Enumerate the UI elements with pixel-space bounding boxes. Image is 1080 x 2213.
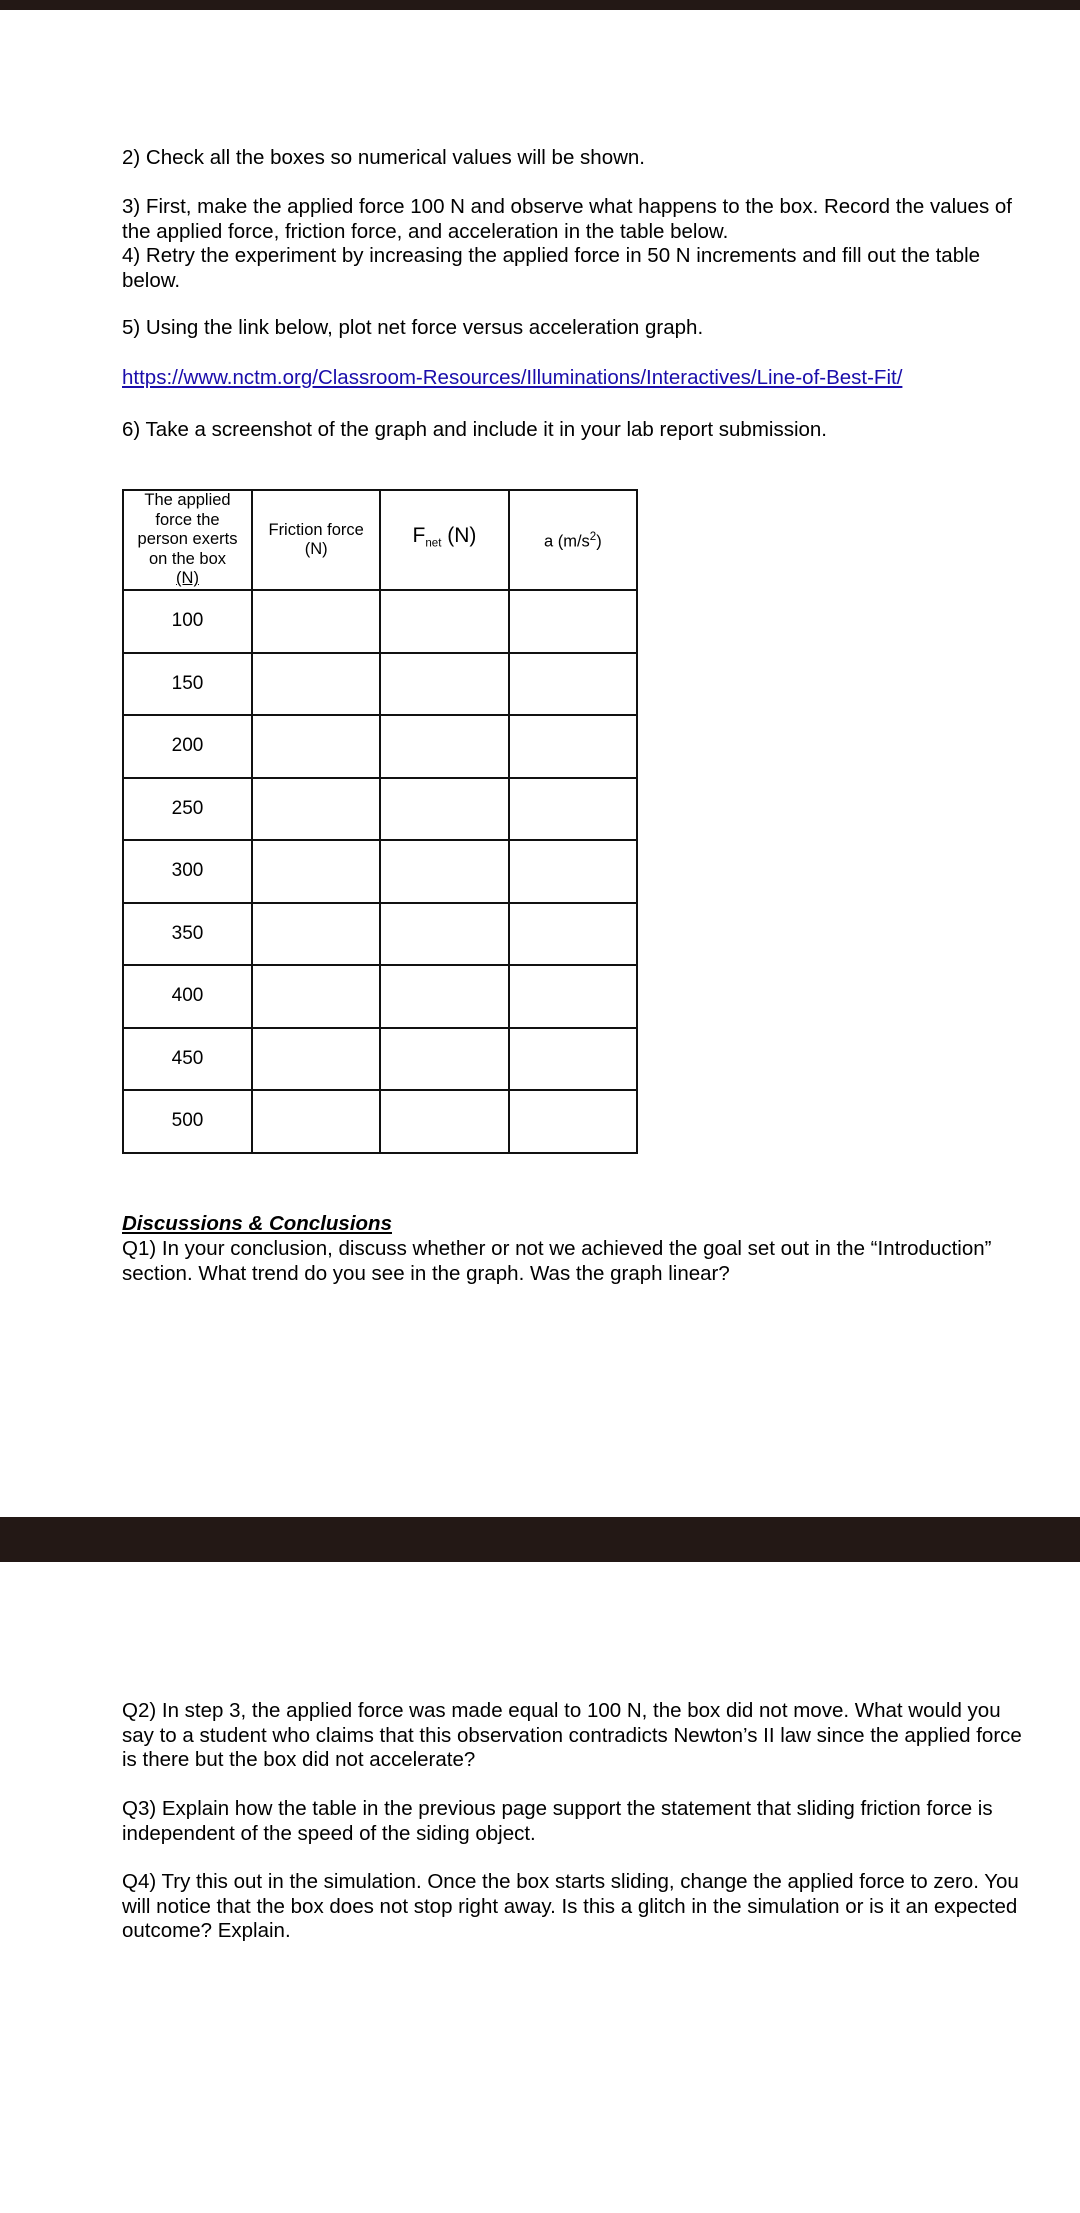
friction-cell[interactable] xyxy=(252,1028,380,1091)
friction-cell[interactable] xyxy=(252,778,380,841)
header-accel-exponent: 2 xyxy=(589,531,597,543)
applied-force-cell: 150 xyxy=(123,653,252,716)
fnet-cell[interactable] xyxy=(380,903,508,966)
header-applied-force-unit: (N) xyxy=(176,569,199,588)
header-friction-label: Friction force (N) xyxy=(268,520,364,558)
applied-force-cell: 250 xyxy=(123,778,252,841)
table-row xyxy=(123,965,637,1028)
acceleration-cell[interactable] xyxy=(509,778,637,841)
table-header-row xyxy=(123,490,637,590)
acceleration-cell[interactable] xyxy=(509,1090,637,1153)
header-accel-label: a (m/s xyxy=(543,532,590,551)
friction-cell[interactable] xyxy=(252,715,380,778)
applied-force-cell: 200 xyxy=(123,715,252,778)
applied-force-cell: 500 xyxy=(123,1090,252,1153)
header-accel-close: ) xyxy=(596,532,602,551)
table-row xyxy=(123,840,637,903)
applied-force-cell: 350 xyxy=(123,903,252,966)
step-3-text: 3) First, make the applied force 100 N and observe what happens to the box. Record the values of the applied force, friction force, and acceleration in the table below. xyxy=(122,195,1012,243)
fnet-cell[interactable] xyxy=(380,715,508,778)
friction-cell[interactable] xyxy=(252,1090,380,1153)
step-6-text: 6) Take a screenshot of the graph and include it in your lab report submission. xyxy=(122,418,827,441)
fnet-cell[interactable] xyxy=(380,1090,508,1153)
data-table xyxy=(122,489,638,1154)
header-friction-force xyxy=(252,490,380,590)
header-fnet-symbol: F xyxy=(412,524,426,548)
table-row xyxy=(123,778,637,841)
applied-force-cell: 300 xyxy=(123,840,252,903)
table-row xyxy=(123,1028,637,1091)
acceleration-cell[interactable] xyxy=(509,903,637,966)
acceleration-cell[interactable] xyxy=(509,840,637,903)
table-row xyxy=(123,653,637,716)
acceleration-cell[interactable] xyxy=(509,590,637,653)
friction-cell[interactable] xyxy=(252,590,380,653)
applied-force-cell: 100 xyxy=(123,590,252,653)
acceleration-cell[interactable] xyxy=(509,965,637,1028)
table-row xyxy=(123,1090,637,1153)
acceleration-cell[interactable] xyxy=(509,653,637,716)
question-q3: Q3) Explain how the table in the previous page support the statement that sliding friction force is independent of the speed of the siding object. xyxy=(122,1797,993,1845)
friction-cell[interactable] xyxy=(252,653,380,716)
header-fnet-subscript: net xyxy=(425,537,442,550)
friction-cell[interactable] xyxy=(252,840,380,903)
table-row xyxy=(123,903,637,966)
applied-force-cell: 400 xyxy=(123,965,252,1028)
header-applied-force xyxy=(123,490,252,590)
discussion-heading: Discussions & Conclusions xyxy=(122,1212,392,1235)
fnet-cell[interactable] xyxy=(380,840,508,903)
fnet-cell[interactable] xyxy=(380,1028,508,1091)
top-page-edge xyxy=(0,0,1080,10)
fnet-cell[interactable] xyxy=(380,653,508,716)
fnet-cell[interactable] xyxy=(380,965,508,1028)
friction-cell[interactable] xyxy=(252,965,380,1028)
applied-force-cell: 450 xyxy=(123,1028,252,1091)
acceleration-cell[interactable] xyxy=(509,1028,637,1091)
header-fnet xyxy=(380,490,508,590)
page-break-bar xyxy=(0,1517,1080,1562)
fnet-cell[interactable] xyxy=(380,778,508,841)
nctm-link[interactable]: https://www.nctm.org/Classroom-Resources/Illuminations/Interactives/Line-of-Best-Fit/ xyxy=(122,366,903,389)
question-q2: Q2) In step 3, the applied force was made equal to 100 N, the box did not move. What would you say to a student who claims that this observation contradicts Newton’s II law since the applied force is there but the box did not accelerate? xyxy=(122,1699,1022,1771)
header-fnet-unit: (N) xyxy=(441,524,477,548)
fnet-cell[interactable] xyxy=(380,590,508,653)
step-5-text: 5) Using the link below, plot net force versus acceleration graph. xyxy=(122,316,704,339)
table-row xyxy=(123,715,637,778)
step-2-text: 2) Check all the boxes so numerical values will be shown. xyxy=(122,146,646,169)
header-applied-force-label: The applied force the person exerts on the box xyxy=(137,491,238,568)
acceleration-cell[interactable] xyxy=(509,715,637,778)
question-q1: Q1) In your conclusion, discuss whether or not we achieved the goal set out in the “Introduction” section. What trend do you see in the graph. Was the graph linear? xyxy=(122,1237,992,1285)
header-acceleration xyxy=(509,490,637,590)
friction-cell[interactable] xyxy=(252,903,380,966)
question-q4: Q4) Try this out in the simulation. Once the box starts sliding, change the applied force to zero. You will notice that the box does not stop right away. Is this a glitch in the simulation or is it an expected outcome? Explain. xyxy=(122,1870,1019,1942)
step-4-text: 4) Retry the experiment by increasing the applied force in 50 N increments and fill out the table below. xyxy=(122,244,981,292)
table-row xyxy=(123,590,637,653)
